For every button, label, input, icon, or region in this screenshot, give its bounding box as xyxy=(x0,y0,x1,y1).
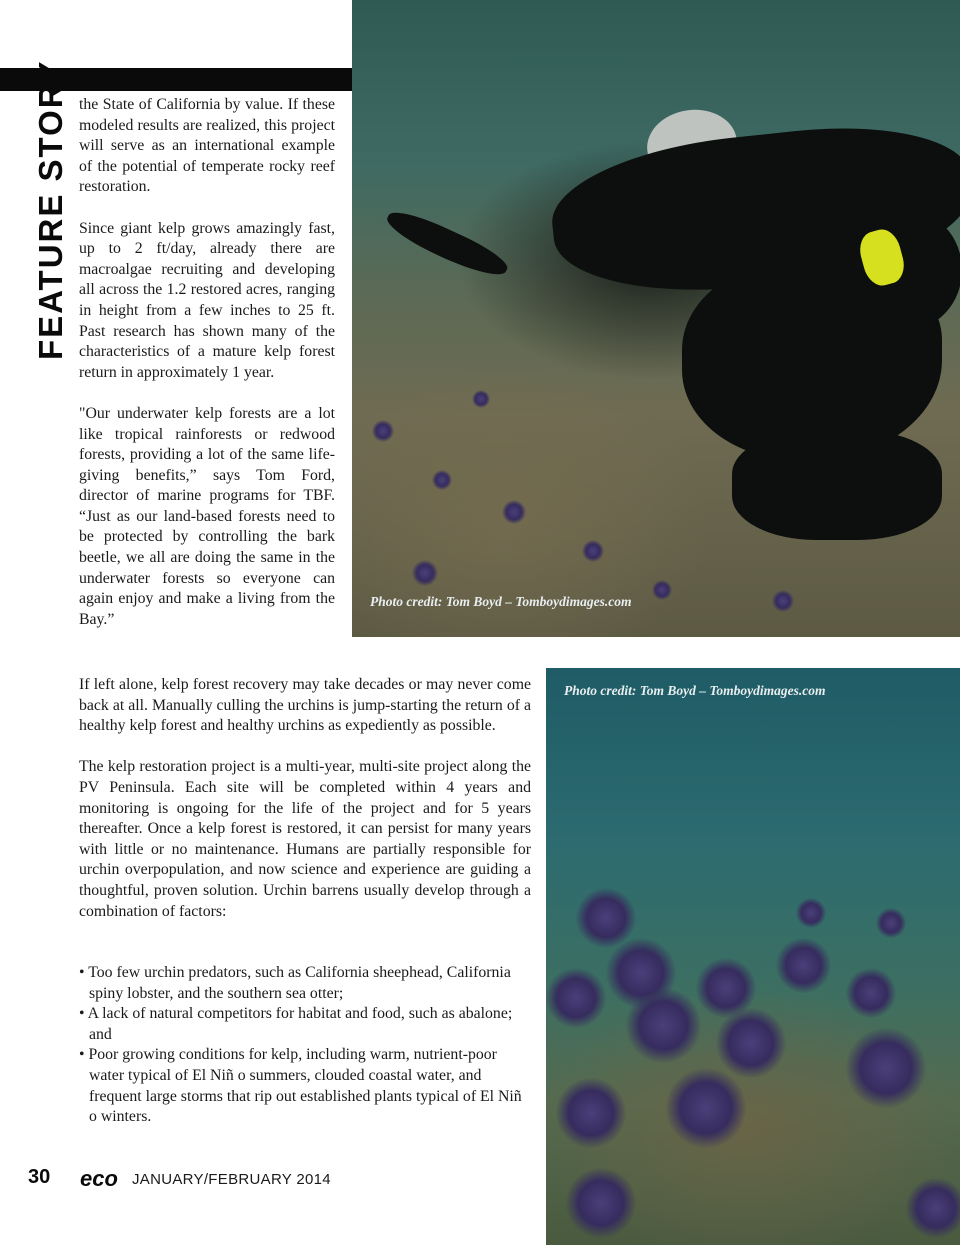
urchin xyxy=(576,888,636,948)
urchin xyxy=(876,908,906,938)
urchin xyxy=(582,540,604,562)
article-column-top xyxy=(79,95,335,651)
paragraph: If left alone, kelp forest recovery may take decades or may never come back at all. Manually culling the urchins is jump-starting the return of a healthy kelp forest and healthy urchins as expediently as possible. xyxy=(79,676,531,735)
urchin xyxy=(412,560,438,586)
urchin xyxy=(716,1008,786,1078)
urchin xyxy=(472,390,490,408)
urchin xyxy=(652,580,672,600)
article-column-bottom xyxy=(79,675,531,943)
urchin xyxy=(546,968,606,1028)
diver-fin xyxy=(382,204,512,284)
diver-arm xyxy=(732,430,942,540)
paragraph: the State of California by value. If these modeled results are realized, this project will serve as an international example of the potential of temperate rocky reef restoration. xyxy=(79,96,335,196)
issue-date: JANUARY/FEBRUARY 2014 xyxy=(132,1171,331,1188)
list-item: • Too few urchin predators, such as California sheephead, California spiny lobster, and the southern sea otter; xyxy=(79,964,511,1002)
section-label: FEATURE STORY xyxy=(32,59,69,360)
urchin xyxy=(666,1068,746,1148)
urchin xyxy=(556,1078,626,1148)
urchin xyxy=(846,1028,926,1108)
urchin xyxy=(566,1168,636,1238)
list-item: • A lack of natural competitors for habitat and food, such as abalone; and xyxy=(79,1005,513,1043)
photo-credit: Photo credit: Tom Boyd – Tomboydimages.com xyxy=(564,683,826,698)
urchin xyxy=(796,898,826,928)
header-rule-stub xyxy=(0,68,30,91)
urchin xyxy=(776,938,831,993)
paragraph: The kelp restoration project is a multi-year, multi-site project along the PV Peninsula. Each site will be completed within 4 years and monitoring is ongoing for the life of the project and for 5 years thereafter. Once a kelp forest is restored, it can persist for many years with little or no maintenance. Humans are partially responsible for urchin overpopulation, and now science and experience are guiding a thoughtful, proven solution. Urchin barrens usually develop through a combination of factors: xyxy=(79,758,531,920)
list-item: • Poor growing conditions for kelp, including warm, nutrient-poor water typical of El Niñ o summers, clouded coastal water, and frequent large storms that rip out established plants typical of El Niñ o winters. xyxy=(79,1046,522,1126)
paragraph: Since giant kelp grows amazingly fast, up to 2 ft/day, already there are macroalgae recruiting and developing all across the 1.2 restored acres, ranging in height from a few inches to 25 ft. Past research has shown many of the characteristics of a mature kelp forest return in approximately 1 year. xyxy=(79,219,335,381)
urchin xyxy=(906,1178,960,1238)
urchin xyxy=(432,470,452,490)
urchin xyxy=(846,968,896,1018)
factor-list xyxy=(79,963,531,1128)
diver-photo xyxy=(352,0,960,637)
urchin xyxy=(772,590,794,612)
urchin xyxy=(372,420,394,442)
urchin xyxy=(502,500,526,524)
urchin-photo xyxy=(546,668,960,1245)
magazine-logo: eco xyxy=(80,1166,118,1191)
paragraph: "Our underwater kelp forests are a lot like tropical rainforests or redwood forests, providing a lot of the same life-giving benefits,” says Tom Ford, director of marine programs for TBF. “Just as our land-based forests need to be protected by controlling the bark beetle, we all are doing the same in the underwater forests so everyone can again enjoy and make a living from the Bay.” xyxy=(79,404,335,628)
urchin xyxy=(626,988,701,1063)
photo-credit: Photo credit: Tom Boyd – Tomboydimages.com xyxy=(370,594,632,609)
page-number: 30 xyxy=(28,1166,51,1188)
